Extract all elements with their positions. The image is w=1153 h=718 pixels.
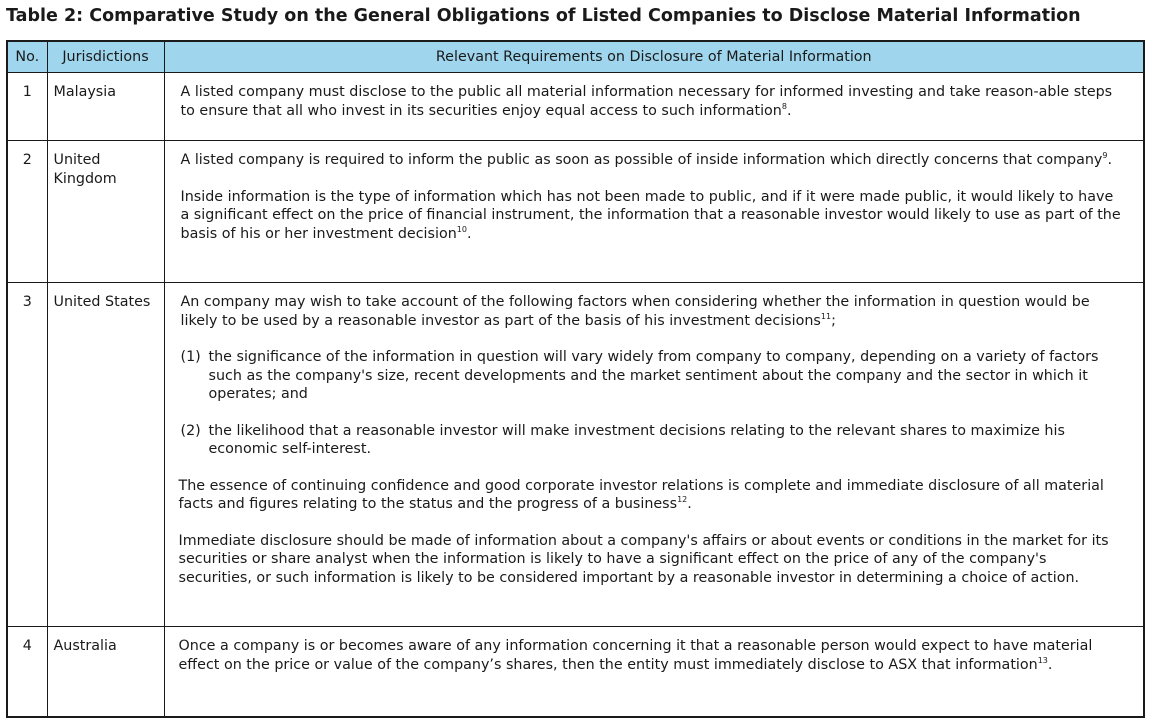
header-requirements: Relevant Requirements on Disclosure of Material Information <box>164 41 1144 73</box>
row-number: 3 <box>7 283 47 627</box>
list-item-text: the likelihood that a reasonable investor will make investment decisions relating to the relevant shares to maximize his economic self-interest. <box>208 422 1065 457</box>
requirement-paragraph: A listed company is required to inform the public as soon as possible of inside information which directly concerns that company$^9$. <box>180 151 1113 168</box>
header-jurisdictions: Jurisdictions <box>47 41 164 73</box>
table-row <box>7 141 1144 283</box>
requirement-paragraph: The essence of continuing confidence and good corporate investor relations is complete and immediate disclosure of all material facts and figures relating to the status and the progress of a business$^{12}$. <box>178 477 1104 512</box>
jurisdiction-cell: Australia <box>47 627 164 718</box>
row-number: 2 <box>7 141 47 283</box>
list-item-text: the significance of the information in question will vary widely from company to company, depending on a variety of factors such as the company's size, recent developments and the market sentiment about the company and the sector in which it operates; and <box>208 349 1099 402</box>
table-row <box>7 283 1144 627</box>
requirement-cell <box>164 627 1144 718</box>
jurisdiction-cell: Malaysia <box>47 73 164 141</box>
requirement-paragraph: Once a company is or becomes aware of any information concerning it that a reasonable person would expect to have material effect on the price or value of the company’s shares, then the entity must immediately disclose to ASX that information$^{13}$. <box>178 638 1093 673</box>
table-title: Table 2: Comparative Study on the General Obligations of Listed Companies to Disclose Material Information <box>6 6 1081 26</box>
footnote-ref: 11 <box>820 311 832 321</box>
requirement-cell <box>164 283 1144 627</box>
requirement-paragraph: An company may wish to take account of the following factors when considering whether the information in question would be likely to be used by a reasonable investor as part of the basis of his investment decisions$^{11}$; <box>180 294 1090 329</box>
row-number: 4 <box>7 627 47 718</box>
table-row <box>7 627 1144 718</box>
footnote-ref: 13 <box>1037 655 1048 665</box>
requirement-paragraph: Immediate disclosure should be made of information about a company's affairs or about events or conditions in the market for its securities or share analyst when the information is likely to have a significant effect on the price of any of the company's securities, or such information is likely to be considered important by a reasonable investor in determining a choice of action. <box>178 532 1109 586</box>
footnote-ref: 10 <box>456 224 467 234</box>
footnote-ref: 9 <box>1102 151 1108 160</box>
requirement-paragraph: A listed company must disclose to the public all material information necessary for informed investing and take reason-able steps to ensure that all who invest in its securities enjoy equal access to such information$^8$. <box>180 84 1113 119</box>
row-number: 1 <box>7 73 47 141</box>
requirement-cell <box>164 141 1144 283</box>
jurisdiction-cell: United Kingdom <box>47 141 164 283</box>
table-row <box>7 73 1144 141</box>
jurisdiction-cell: United States <box>47 283 164 627</box>
list-item-number: (1) <box>180 349 201 365</box>
footnote-ref: 12 <box>677 495 688 504</box>
footnote-ref: 8 <box>781 101 787 111</box>
table-header-row <box>7 41 1144 73</box>
header-no: No. <box>7 41 47 73</box>
requirement-paragraph: Inside information is the type of information which has not been made to public, and if it were made public, it would likely to have a significant effect on the price of financial instrument, the information that a reasonable investor would likely to use as part of the basis of his or her investment decision$^{10}$. <box>180 188 1121 242</box>
list-item <box>181 348 1124 404</box>
list-item <box>181 422 1124 459</box>
requirement-cell <box>164 73 1144 141</box>
list-item-number: (2) <box>180 422 201 439</box>
disclosure-comparison-table <box>6 40 1145 718</box>
